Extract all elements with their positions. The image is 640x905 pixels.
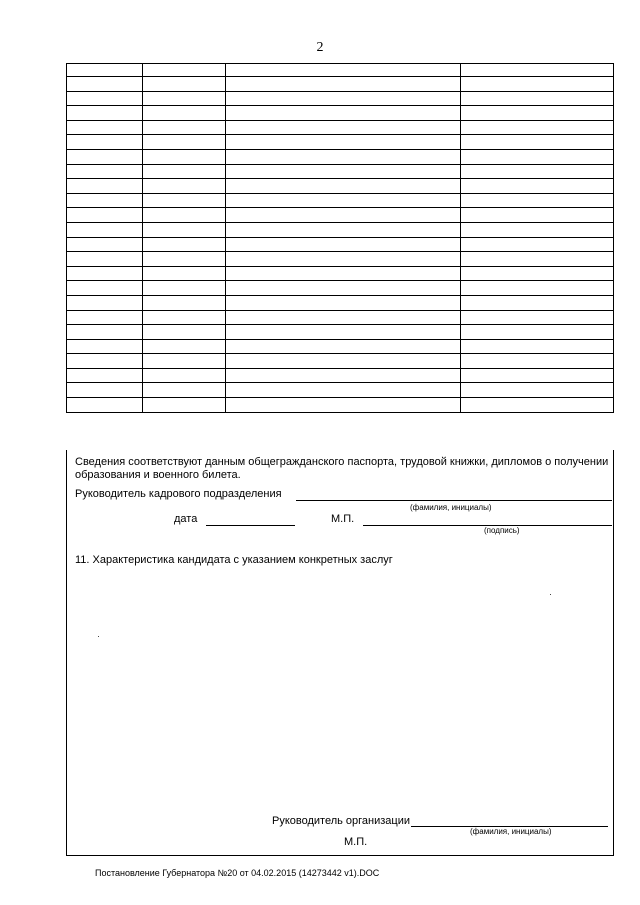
- table-cell: [143, 398, 226, 413]
- table-cell: [461, 77, 614, 92]
- table-cell: [67, 252, 143, 267]
- section-11-title: 11. Характеристика кандидата с указанием конкретных заслуг: [75, 554, 393, 566]
- table-cell: [226, 310, 461, 325]
- table-cell: [67, 120, 143, 135]
- table-cell: [461, 149, 614, 164]
- table-row: [67, 266, 614, 281]
- table-cell: [143, 208, 226, 223]
- table-cell: [226, 222, 461, 237]
- table-row: [67, 193, 614, 208]
- table-cell: [67, 164, 143, 179]
- table-cell: [226, 252, 461, 267]
- scan-speck: [98, 636, 99, 637]
- table-cell: [67, 354, 143, 369]
- table-cell: [461, 222, 614, 237]
- table-row: [67, 135, 614, 150]
- table-cell: [461, 281, 614, 296]
- table-row: [67, 222, 614, 237]
- table-cell: [461, 310, 614, 325]
- table-cell: [67, 295, 143, 310]
- org-name-caption: (фамилия, инициалы): [470, 827, 552, 836]
- table-cell: [67, 368, 143, 383]
- table-cell: [143, 222, 226, 237]
- table-cell: [143, 325, 226, 340]
- table-cell: [143, 149, 226, 164]
- table-cell: [226, 164, 461, 179]
- hr-head-name-line: [296, 500, 612, 501]
- table-cell: [226, 91, 461, 106]
- hr-name-caption: (фамилия, инициалы): [410, 503, 492, 512]
- table-row: [67, 252, 614, 267]
- table-cell: [67, 106, 143, 121]
- table-cell: [461, 354, 614, 369]
- table-cell: [461, 91, 614, 106]
- table-cell: [226, 193, 461, 208]
- table-cell: [226, 266, 461, 281]
- table-cell: [226, 398, 461, 413]
- table-cell: [143, 310, 226, 325]
- table-cell: [67, 398, 143, 413]
- org-stamp-label: М.П.: [344, 836, 368, 848]
- table-cell: [226, 64, 461, 77]
- table-cell: [226, 77, 461, 92]
- certification-text: Сведения соответствуют данным общегражданского паспорта, трудовой книжки, дипломов о получении образования и военного билета.: [75, 456, 609, 481]
- table-row: [67, 237, 614, 252]
- date-label: дата: [174, 513, 198, 525]
- table-cell: [67, 325, 143, 340]
- table-cell: [67, 310, 143, 325]
- table-row: [67, 295, 614, 310]
- table-cell: [461, 135, 614, 150]
- table-cell: [143, 295, 226, 310]
- table-cell: [143, 193, 226, 208]
- table-cell: [461, 383, 614, 398]
- table-cell: [226, 208, 461, 223]
- table-cell: [143, 77, 226, 92]
- table-cell: [226, 354, 461, 369]
- table-row: [67, 368, 614, 383]
- table-cell: [226, 135, 461, 150]
- table-cell: [67, 208, 143, 223]
- table-cell: [461, 398, 614, 413]
- table-cell: [143, 266, 226, 281]
- table-cell: [461, 325, 614, 340]
- table-cell: [67, 222, 143, 237]
- table-cell: [461, 164, 614, 179]
- table-cell: [226, 120, 461, 135]
- table-cell: [143, 383, 226, 398]
- table-cell: [226, 179, 461, 194]
- table-row: [67, 64, 614, 77]
- table-cell: [226, 281, 461, 296]
- table-cell: [461, 368, 614, 383]
- table-cell: [226, 383, 461, 398]
- table-row: [67, 354, 614, 369]
- table-cell: [143, 252, 226, 267]
- table-cell: [226, 339, 461, 354]
- table-cell: [226, 368, 461, 383]
- table-cell: [226, 325, 461, 340]
- table-cell: [67, 281, 143, 296]
- table-cell: [226, 295, 461, 310]
- table-cell: [143, 281, 226, 296]
- signature-caption: (подпись): [484, 526, 520, 535]
- table-row: [67, 77, 614, 92]
- table-cell: [461, 64, 614, 77]
- table-row: [67, 325, 614, 340]
- table-cell: [461, 208, 614, 223]
- document-footer: Постановление Губернатора №20 от 04.02.2015 (14273442 v1).DOC: [95, 868, 380, 878]
- scan-speck: [550, 594, 551, 595]
- hr-head-label: Руководитель кадрового подразделения: [75, 488, 282, 500]
- table-row: [67, 91, 614, 106]
- table-cell: [67, 383, 143, 398]
- table-row: [67, 164, 614, 179]
- table-cell: [226, 106, 461, 121]
- table-row: [67, 208, 614, 223]
- table-cell: [461, 193, 614, 208]
- table-row: [67, 339, 614, 354]
- table-cell: [226, 237, 461, 252]
- table-cell: [461, 295, 614, 310]
- page-number: 2: [316, 40, 324, 55]
- table-cell: [143, 64, 226, 77]
- table-cell: [143, 354, 226, 369]
- table-cell: [67, 91, 143, 106]
- table-cell: [461, 339, 614, 354]
- table-cell: [143, 237, 226, 252]
- table-cell: [461, 179, 614, 194]
- table-cell: [226, 149, 461, 164]
- table-cell: [461, 237, 614, 252]
- blank-table: [66, 63, 614, 413]
- table-row: [67, 106, 614, 121]
- table-cell: [67, 193, 143, 208]
- table-cell: [143, 91, 226, 106]
- table-cell: [143, 179, 226, 194]
- table-row: [67, 398, 614, 413]
- table-cell: [461, 106, 614, 121]
- table-cell: [143, 164, 226, 179]
- table-cell: [143, 339, 226, 354]
- table-cell: [67, 237, 143, 252]
- hr-stamp-label: М.П.: [331, 513, 355, 525]
- table-cell: [143, 120, 226, 135]
- table-cell: [67, 266, 143, 281]
- table-cell: [461, 266, 614, 281]
- table-cell: [143, 106, 226, 121]
- table-row: [67, 281, 614, 296]
- table-cell: [67, 64, 143, 77]
- table-cell: [67, 179, 143, 194]
- table-row: [67, 120, 614, 135]
- table-cell: [67, 339, 143, 354]
- table-row: [67, 149, 614, 164]
- table-row: [67, 383, 614, 398]
- table-cell: [67, 77, 143, 92]
- table-row: [67, 310, 614, 325]
- table-cell: [461, 252, 614, 267]
- table-cell: [67, 149, 143, 164]
- table-cell: [461, 120, 614, 135]
- table-cell: [67, 135, 143, 150]
- table-cell: [143, 135, 226, 150]
- org-head-label: Руководитель организации: [272, 815, 411, 827]
- certification-block: [66, 450, 614, 856]
- date-line: [206, 525, 295, 526]
- table-cell: [143, 368, 226, 383]
- table-row: [67, 179, 614, 194]
